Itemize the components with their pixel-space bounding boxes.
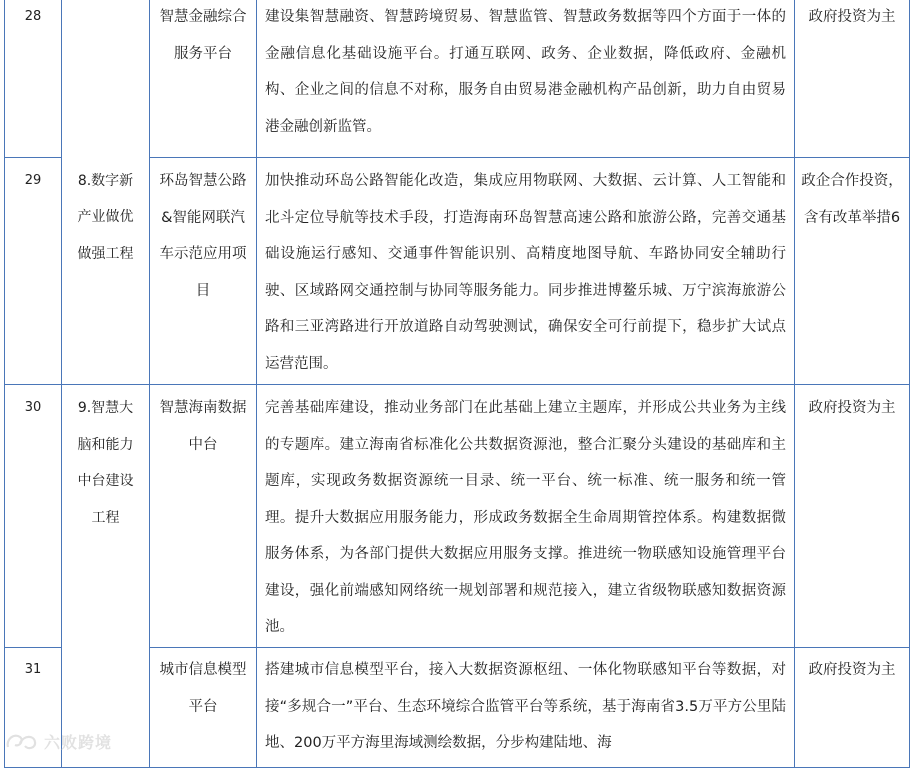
funding-method: 政府投资为主 (795, 648, 910, 768)
project-name: 城市信息模型平台 (150, 648, 257, 768)
project-description: 加快推动环岛公路智能化改造，集成应用物联网、大数据、云计算、人工智能和北斗定位导航等技术手段，打造海南环岛智慧高速公路和旅游公路，完善交通基础设施运行感知、交通事件智能识别、高精度地图导航、车路协同安全辅助行驶、区域路网交通控制与协同等服务能力。同步推进博鳌乐城、万宁滨海旅游公路和三亚湾路进行开放道路自动驾驶测试，确保安全可行前提下，稳步扩大试点运营范围。 (257, 158, 795, 385)
row-number: 28 (5, 0, 62, 158)
funding-method: 政府投资为主 (795, 385, 910, 648)
funding-method: 政府投资为主 (795, 0, 910, 158)
category-cell: 9.智慧大脑和能力中台建设工程 (62, 385, 150, 648)
watermark-text: 六败跨境 (44, 732, 113, 752)
project-name: 智慧海南数据中台 (150, 385, 257, 648)
project-description: 完善基础库建设，推动业务部门在此基础上建立主题库，并形成公共业务为主线的专题库。建立海南省标准化公共数据资源池，整合汇聚分头建设的基础库和主题库，实现政务数据资源统一目录、统一平台、统一标准、统一服务和统一管理。提升大数据应用服务能力，形成政务数据全生命周期管控体系。构建数据微服务体系，为各部门提供大数据应用服务支撑。推进统一物联感知设施管理平台建设，强化前端感知网络统一规划部署和规范接入，建立省级物联感知数据资源池。 (257, 385, 795, 648)
row-number: 29 (5, 158, 62, 385)
watermark (4, 727, 112, 755)
project-description: 建设集智慧融资、智慧跨境贸易、智慧监管、智慧政务数据等四个方面于一体的金融信息化基础设施平台。打通互联网、政务、企业数据，降低政府、金融机构、企业之间的信息不对称，服务自由贸易港金融机构产品创新，助力自由贸易港金融创新监管。 (257, 0, 795, 158)
project-name: 环岛智慧公路&智能网联汽车示范应用项目 (150, 158, 257, 385)
row-number: 30 (5, 385, 62, 648)
project-table (4, 0, 910, 768)
table-row (5, 0, 910, 158)
funding-method: 政企合作投资，含有改革举措6 (795, 158, 910, 385)
row-number: 31 (5, 648, 62, 768)
category-cell (62, 0, 150, 158)
project-description: 搭建城市信息模型平台，接入大数据资源枢纽、一体化物联感知平台等数据，对接“多规合一”平台、生态环境综合监管平台等系统，基于海南省3.5万平方公里陆地、200万平方海里海域测绘数据，分步构建陆地、海 (257, 648, 795, 768)
table-row (5, 648, 910, 768)
table-row (5, 385, 910, 648)
category-cell: 8.数字新产业做优做强工程 (62, 158, 150, 385)
table-row (5, 158, 910, 385)
project-name: 智慧金融综合服务平台 (150, 0, 257, 158)
watermark-logo-icon (4, 729, 38, 753)
